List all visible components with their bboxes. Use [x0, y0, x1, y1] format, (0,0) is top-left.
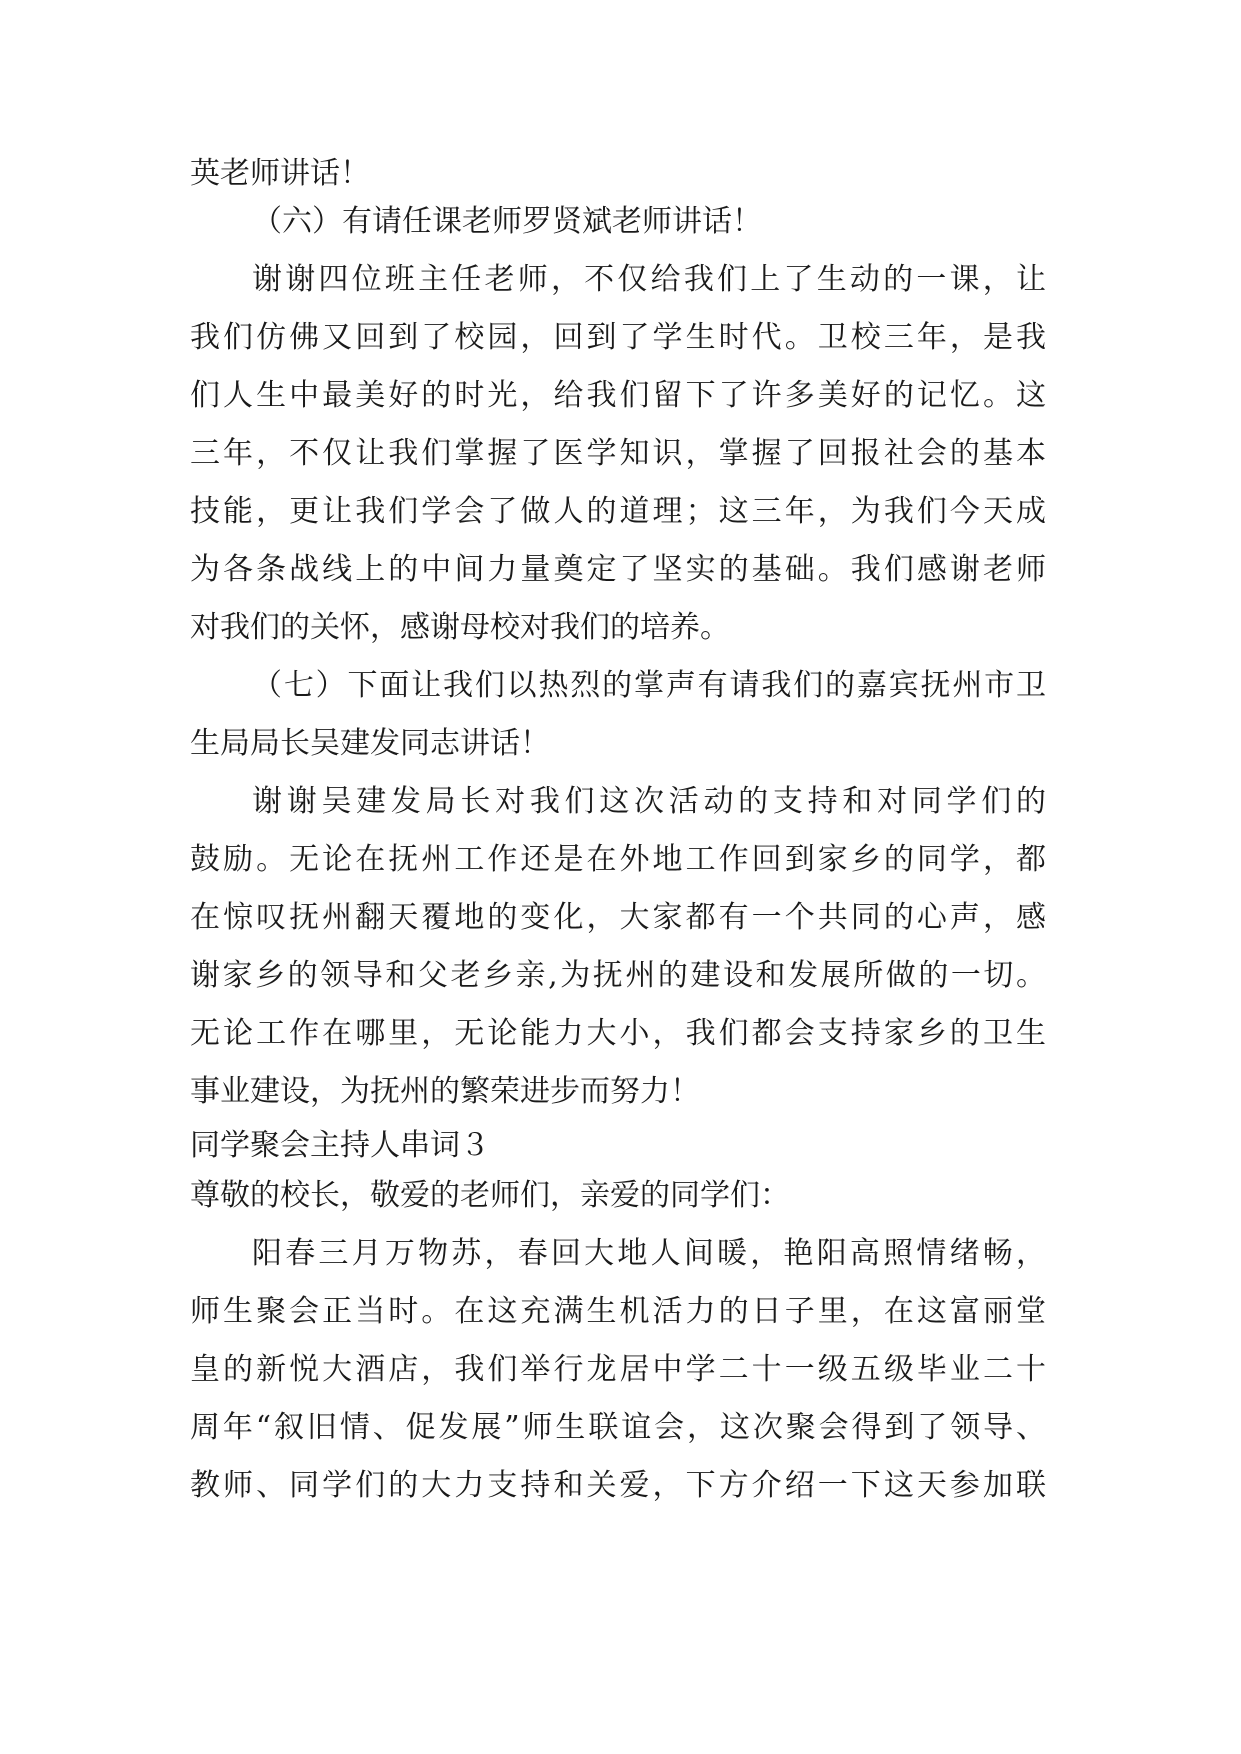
text-line: 在惊叹抚州翻天覆地的变化，大家都有一个共同的心声，感 — [190, 900, 1046, 935]
text-line: 三年，不仅让我们掌握了医学知识，掌握了回报社会的基本 — [190, 436, 1046, 471]
text-line: 谢家乡的领导和父老乡亲,为抚州的建设和发展所做的一切。 — [190, 958, 1046, 993]
text-line: 皇的新悦大酒店，我们举行龙居中学二十一级五级毕业二十 — [190, 1352, 1046, 1387]
text-line: 为各条战线上的中间力量奠定了坚实的基础。我们感谢老师 — [190, 552, 1046, 587]
text-line: 无论工作在哪里，无论能力大小，我们都会支持家乡的卫生 — [190, 1016, 1046, 1051]
text-line: 我们仿佛又回到了校园，回到了学生时代。卫校三年，是我 — [190, 320, 1046, 355]
text-line: 鼓励。无论在抚州工作还是在外地工作回到家乡的同学，都 — [190, 842, 1046, 877]
text-line: 阳春三月万物苏，春回大地人间暖，艳阳高照情绪畅， — [252, 1236, 1046, 1271]
text-line: 生局局长吴建发同志讲话！ — [190, 726, 550, 761]
text-line: （七）下面让我们以热烈的掌声有请我们的嘉宾抚州市卫 — [252, 668, 1046, 703]
text-line: 师生聚会正当时。在这充满生机活力的日子里，在这富丽堂 — [190, 1294, 1046, 1329]
text-line: 英老师讲话！ — [190, 156, 370, 191]
text-line: 们人生中最美好的时光，给我们留下了许多美好的记忆。这 — [190, 378, 1046, 413]
text-line: （六）有请任课老师罗贤斌老师讲话！ — [252, 204, 762, 239]
text-line: 周年“叙旧情、促发展”师生联谊会，这次聚会得到了领导、 — [190, 1410, 1046, 1445]
text-line: 事业建设，为抚州的繁荣进步而努力！ — [190, 1074, 700, 1109]
text-line: 教师、同学们的大力支持和关爱，下方介绍一下这天参加联 — [190, 1468, 1046, 1503]
text-line: 谢谢四位班主任老师，不仅给我们上了生动的一课，让 — [252, 262, 1046, 297]
text-line: 对我们的关怀，感谢母校对我们的培养。 — [190, 610, 730, 645]
text-line: 谢谢吴建发局长对我们这次活动的支持和对同学们的 — [252, 784, 1046, 819]
salutation: 尊敬的校长，敬爱的老师们，亲爱的同学们： — [190, 1178, 790, 1213]
section-heading: 同学聚会主持人串词３ — [190, 1128, 490, 1163]
text-line: 技能，更让我们学会了做人的道理；这三年，为我们今天成 — [190, 494, 1046, 529]
